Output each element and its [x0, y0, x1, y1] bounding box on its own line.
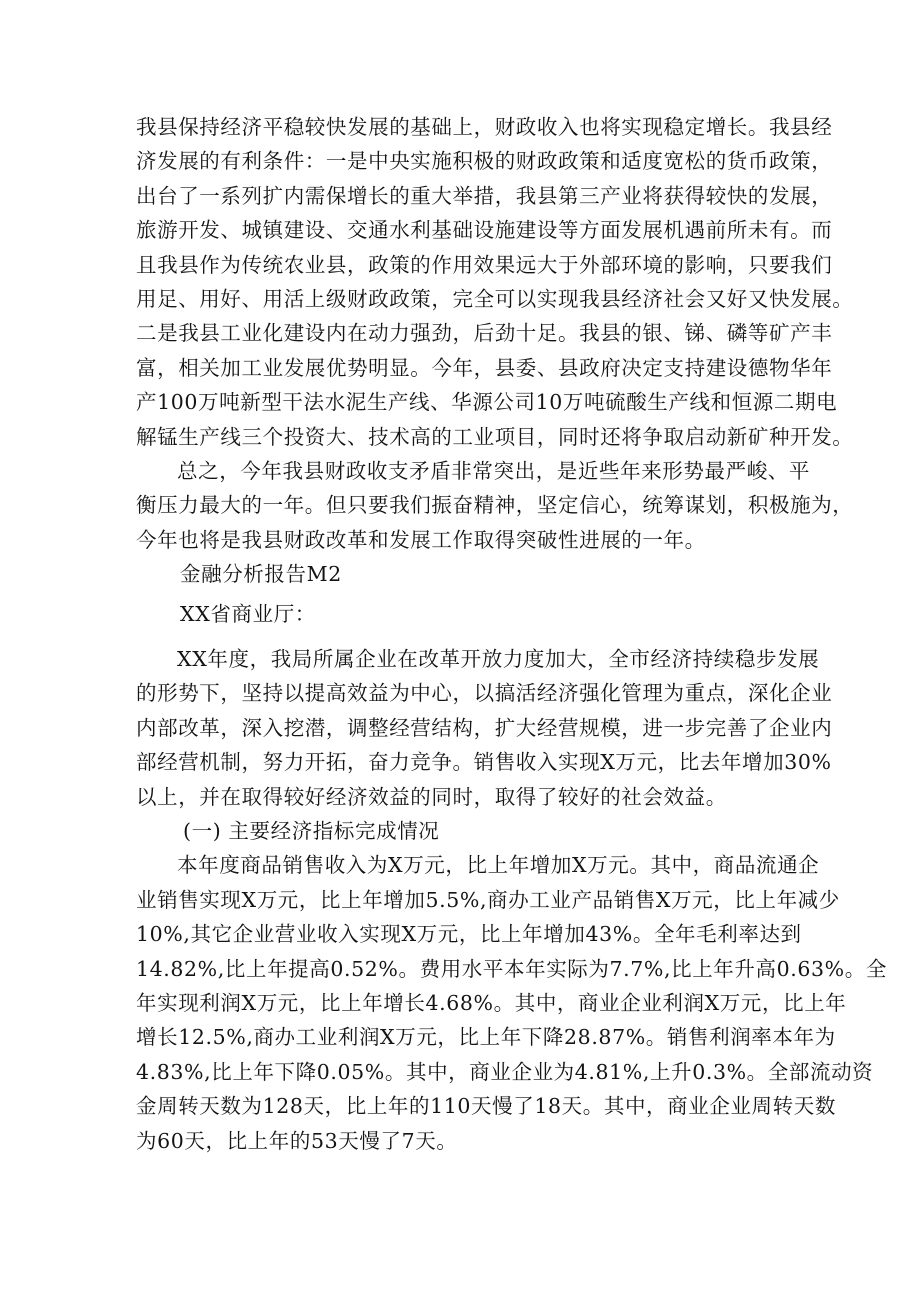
paragraph-line: 业销售实现X万元，比上年增加5.5%,商办工业产品销售X万元，比上年减少 [136, 887, 840, 912]
paragraph-line: 的形势下，坚持以提高效益为中心，以搞活经济强化管理为重点，深化企业 [136, 681, 833, 706]
paragraph-line: 内部改革，深入挖潜，调整经营结构，扩大经营规模，进一步完善了企业内 [136, 715, 833, 740]
paragraph-line: XX年度，我局所属企业在改革开放力度加大，全市经济持续稳步发展 [177, 647, 820, 671]
paragraph-line: 解锰生产线三个投资大、技术高的工业项目，同时还将争取启动新矿种开发。 [136, 424, 854, 449]
paragraph-line: 14.82%,比上年提高0.52%。费用水平本年实际为7.7%,比上年升高0.63%。全 [136, 956, 887, 981]
paragraph-line: 且我县作为传统农业县，政策的作用效果远大于外部环境的影响，只要我们 [136, 252, 833, 277]
paragraph-line: 济发展的有利条件：一是中央实施积极的财政政策和适度宽松的货币政策， [136, 149, 833, 174]
paragraph-line: 衡压力最大的一年。但只要我们振奋精神，坚定信心，统筹谋划，积极施为， [136, 493, 854, 518]
paragraph-line: 用足、用好、用活上级财政政策，完全可以实现我县经济社会又好又快发展。 [136, 287, 854, 311]
paragraph-line: 4.83%,比上年下降0.05%。其中，商业企业为4.81%,上升0.3%。全部流动资 [136, 1059, 874, 1084]
salutation: XX省商业厅： [180, 602, 316, 626]
paragraph-line: 总之，今年我县财政收支矛盾非常突出，是近些年来形势最严峻、平 [177, 459, 810, 483]
paragraph-line: 旅游开发、城镇建设、交通水利基础设施建设等方面发展机遇前所未有。而 [136, 218, 833, 243]
paragraph-line: 部经营机制，努力开拓，奋力竞争。销售收入实现X万元，比去年增加30% [136, 750, 832, 775]
paragraph-line: 二是我县工业化建设内在动力强劲，后劲十足。我县的银、锑、磷等矿产丰 [136, 321, 833, 346]
paragraph-line: 增长12.5%,商办工业利润X万元，比上年下降28.87%。销售利润率本年为 [136, 1025, 836, 1050]
paragraph-line: 今年也将是我县财政改革和发展工作取得突破性进展的一年。 [136, 527, 706, 552]
paragraph-line: 我县保持经济平稳较快发展的基础上，财政收入也将实现稳定增长。我县经 [136, 115, 833, 139]
paragraph-line: 10%,其它企业营业收入实现X万元，比上年增加43%。全年毛利率达到 [136, 922, 802, 947]
paragraph-line: 年实现利润X万元，比上年增长4.68%。其中，商业企业利润X万元，比上年 [136, 991, 847, 1015]
section-heading: (一) 主要经济指标完成情况 [183, 819, 440, 843]
paragraph-line: 富，相关加工业发展优势明显。今年，县委、县政府决定支持建设德物华年 [136, 355, 833, 380]
paragraph-line: 本年度商品销售收入为X万元，比上年增加X万元。其中，商品流通企 [177, 853, 820, 878]
paragraph-line: 金周转天数为128天，比上年的110天慢了18天。其中，商业企业周转天数 [136, 1094, 836, 1119]
paragraph-line: 以上，并在取得较好经济效益的同时，取得了较好的社会效益。 [136, 784, 727, 809]
paragraph-line: 产100万吨新型干法水泥生产线、华源公司10万吨硫酸生产线和恒源二期电 [136, 390, 838, 415]
paragraph-line: 出台了一系列扩内需保增长的重大举措，我县第三产业将获得较快的发展， [136, 183, 833, 208]
paragraph-line: 为60天，比上年的53天慢了7天。 [136, 1128, 458, 1153]
report-title: 金融分析报告M2 [180, 562, 342, 587]
